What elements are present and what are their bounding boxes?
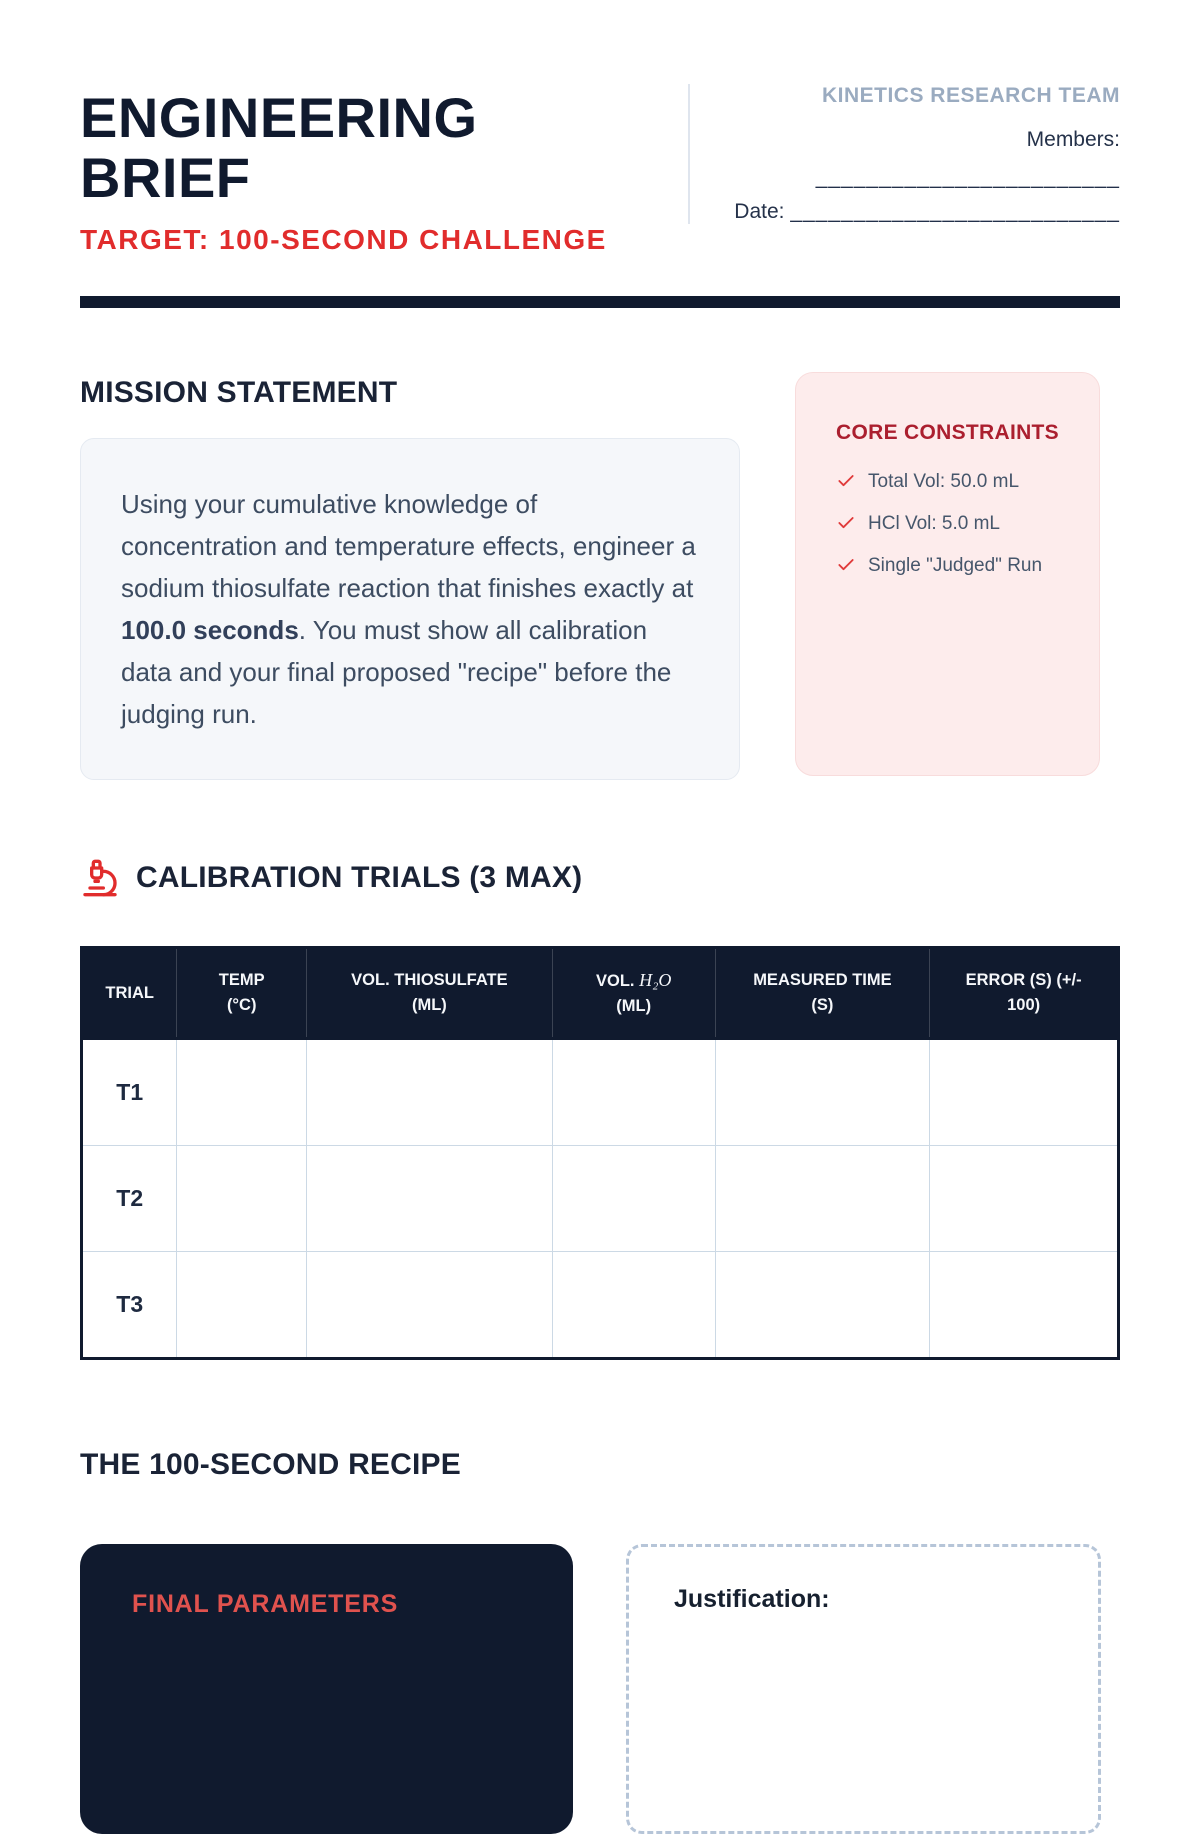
table-header-row (82, 948, 1119, 1039)
constraint-label: Single "Judged" Run (868, 555, 1043, 576)
trial-cell[interactable] (930, 1038, 1119, 1145)
trial-cell[interactable] (552, 1251, 715, 1358)
col-header-measured-time: MEASURED TIME (S) (715, 948, 930, 1039)
check-icon (836, 513, 856, 533)
table-row (82, 1038, 1119, 1145)
date-label: Date: (734, 200, 785, 223)
col-header-error: ERROR (S) (+/- 100) (930, 948, 1119, 1039)
title-line-1: ENGINEERING (80, 86, 478, 149)
trial-cell[interactable] (552, 1145, 715, 1251)
calibration-heading-row (80, 858, 1120, 898)
final-parameters-box (80, 1544, 573, 1834)
core-constraints-box (795, 372, 1100, 776)
mission-column (80, 372, 740, 780)
col-header-thiosulfate: VOL. THIOSULFATE (ML) (307, 948, 553, 1039)
recipe-section (80, 1448, 1120, 1834)
mission-heading: MISSION STATEMENT (80, 376, 398, 409)
justification-label: Justification: (674, 1584, 830, 1613)
mission-text-before: Using your cumulative knowledge of concentration and temperature effects, engineer a sodium thiosulfate reaction that finishes exactly at (121, 489, 696, 603)
trial-cell[interactable] (930, 1251, 1119, 1358)
calibration-table (80, 946, 1120, 1360)
members-label: Members: (1026, 128, 1120, 151)
constraint-label: Total Vol: 50.0 mL (868, 471, 1020, 492)
date-blank-line[interactable]: __________________________ (790, 200, 1120, 223)
table-row (82, 1251, 1119, 1358)
col-header-water: VOL. H₂O (ML) (552, 948, 715, 1039)
mission-statement-box (80, 438, 740, 780)
constraints-list (836, 469, 1071, 579)
check-icon (836, 555, 856, 575)
trial-cell[interactable] (307, 1251, 553, 1358)
recipe-heading: THE 100-SECOND RECIPE (80, 1447, 461, 1481)
page-title (80, 88, 680, 208)
trial-cell[interactable] (307, 1145, 553, 1251)
team-name: KINETICS RESEARCH TEAM (821, 84, 1120, 107)
constraints-heading: CORE CONSTRAINTS (836, 421, 1059, 444)
calibration-heading: CALIBRATION TRIALS (3 MAX) (136, 861, 583, 894)
team-block (688, 84, 1120, 224)
check-icon (836, 471, 856, 491)
trial-row-label: T1 (82, 1038, 177, 1145)
trial-cell[interactable] (930, 1145, 1119, 1251)
calibration-section (80, 858, 1120, 1360)
constraint-item (836, 553, 1071, 579)
trial-cell[interactable] (715, 1038, 930, 1145)
trial-cell[interactable] (177, 1251, 307, 1358)
trial-row-label: T3 (82, 1251, 177, 1358)
trial-cell[interactable] (177, 1038, 307, 1145)
col-header-trial: TRIAL (82, 948, 177, 1039)
trial-row-label: T2 (82, 1145, 177, 1251)
constraint-item (836, 469, 1071, 495)
members-blank-line[interactable]: ________________________ (815, 166, 1120, 189)
trial-cell[interactable] (715, 1251, 930, 1358)
mission-text-bold: 100.0 seconds (121, 615, 299, 645)
divider-bar (80, 296, 1120, 308)
constraint-label: HCl Vol: 5.0 mL (868, 513, 1000, 534)
mission-text-after: . You must show all calibration data and your final proposed "recipe" before the judging run. (121, 615, 672, 729)
trial-cell[interactable] (307, 1038, 553, 1145)
title-block (80, 88, 680, 256)
constraint-item (836, 511, 1071, 537)
h2o-formula: H₂O (639, 970, 672, 990)
justification-box[interactable] (626, 1544, 1101, 1834)
col-header-temp: TEMP (°C) (177, 948, 307, 1039)
mission-section (80, 372, 1120, 780)
trial-cell[interactable] (552, 1038, 715, 1145)
microscope-icon (80, 858, 120, 898)
mission-text (121, 483, 699, 735)
date-row (708, 200, 1120, 224)
trial-cell[interactable] (715, 1145, 930, 1251)
final-parameters-label: FINAL PARAMETERS (132, 1589, 399, 1618)
table-row (82, 1145, 1119, 1251)
document-header (80, 84, 1120, 256)
target-subtitle: TARGET: 100-SECOND CHALLENGE (80, 224, 607, 255)
recipe-row (80, 1544, 1120, 1834)
trial-cell[interactable] (177, 1145, 307, 1251)
title-line-2: BRIEF (80, 146, 251, 209)
